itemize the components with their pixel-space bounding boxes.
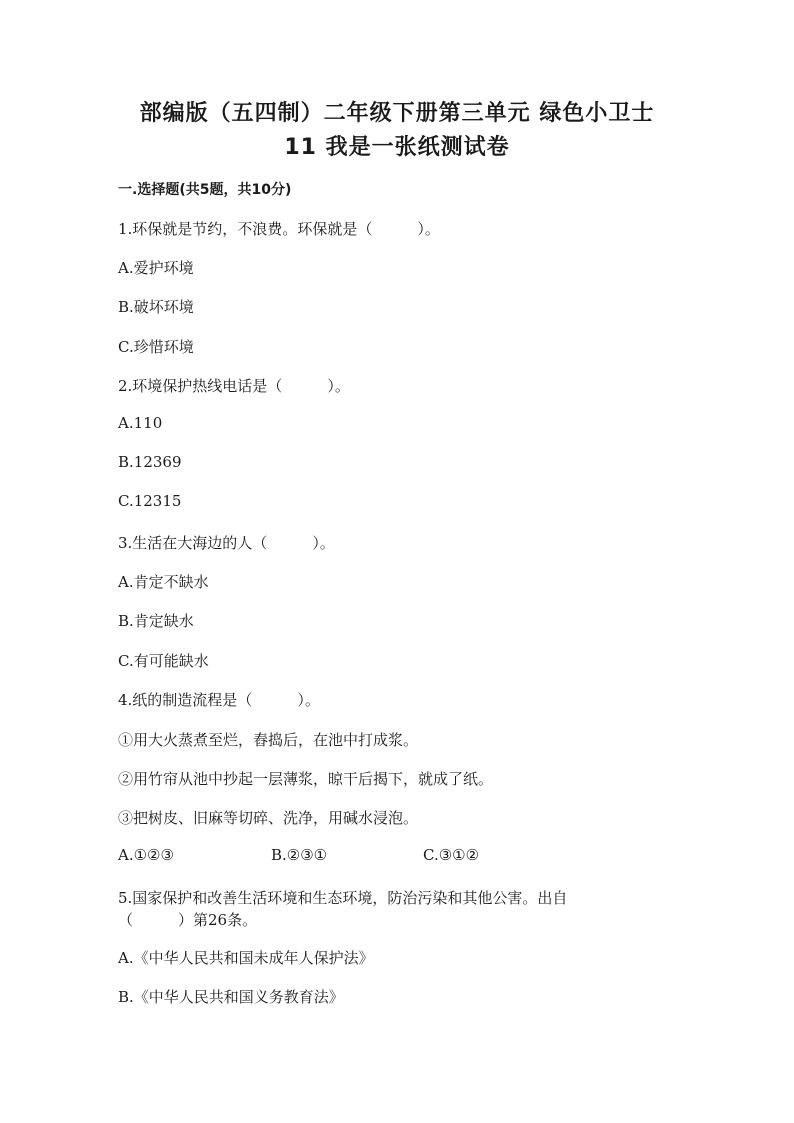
question-3-option-a: A.肯定不缺水 xyxy=(118,573,209,591)
question-4-option-a: A.①②③ xyxy=(118,846,174,864)
question-4-option-c: C.③①② xyxy=(423,846,480,864)
question-4-option-b: B.②③① xyxy=(271,846,328,864)
section-heading: 一.选择题(共5题，共10分) xyxy=(118,182,292,198)
question-5-stem-line-2: （ ）第26条。 xyxy=(118,911,258,929)
question-3-option-c: C.有可能缺水 xyxy=(118,652,209,670)
question-1-option-a: A.爱护环境 xyxy=(118,259,194,277)
question-5-option-b: B.《中华人民共和国义务教育法》 xyxy=(118,988,344,1006)
question-5-option-a: A.《中华人民共和国未成年人保护法》 xyxy=(118,949,374,967)
question-3-option-b: B.肯定缺水 xyxy=(118,612,194,630)
question-5-stem-line-1: 5.国家保护和改善生活环境和生态环境，防治污染和其他公害。出自 xyxy=(118,889,568,907)
question-1-stem: 1.环保就是节约，不浪费。环保就是（ ）。 xyxy=(118,220,440,238)
question-2-option-b: B.12369 xyxy=(118,453,182,471)
question-2-option-a: A.110 xyxy=(118,414,163,432)
question-1-option-b: B.破坏环境 xyxy=(118,298,194,316)
page-subtitle: 11 我是一张纸测试卷 xyxy=(284,135,510,160)
question-2-option-c: C.12315 xyxy=(118,492,182,510)
question-4-step-3: ③把树皮、旧麻等切碎、洗净，用碱水浸泡。 xyxy=(118,809,419,827)
question-4-step-2: ②用竹帘从池中抄起一层薄浆，晾干后揭下，就成了纸。 xyxy=(118,770,494,788)
page-title: 部编版（五四制）二年级下册第三单元 绿色小卫士 xyxy=(139,101,655,126)
question-4-stem: 4.纸的制造流程是（ ）。 xyxy=(118,691,320,709)
question-2-stem: 2.环境保护热线电话是（ ）。 xyxy=(118,377,350,395)
question-3-stem: 3.生活在大海边的人（ ）。 xyxy=(118,534,335,552)
question-4-step-1: ①用大火蒸煮至烂，舂捣后，在池中打成浆。 xyxy=(118,731,419,749)
question-1-option-c: C.珍惜环境 xyxy=(118,338,194,356)
